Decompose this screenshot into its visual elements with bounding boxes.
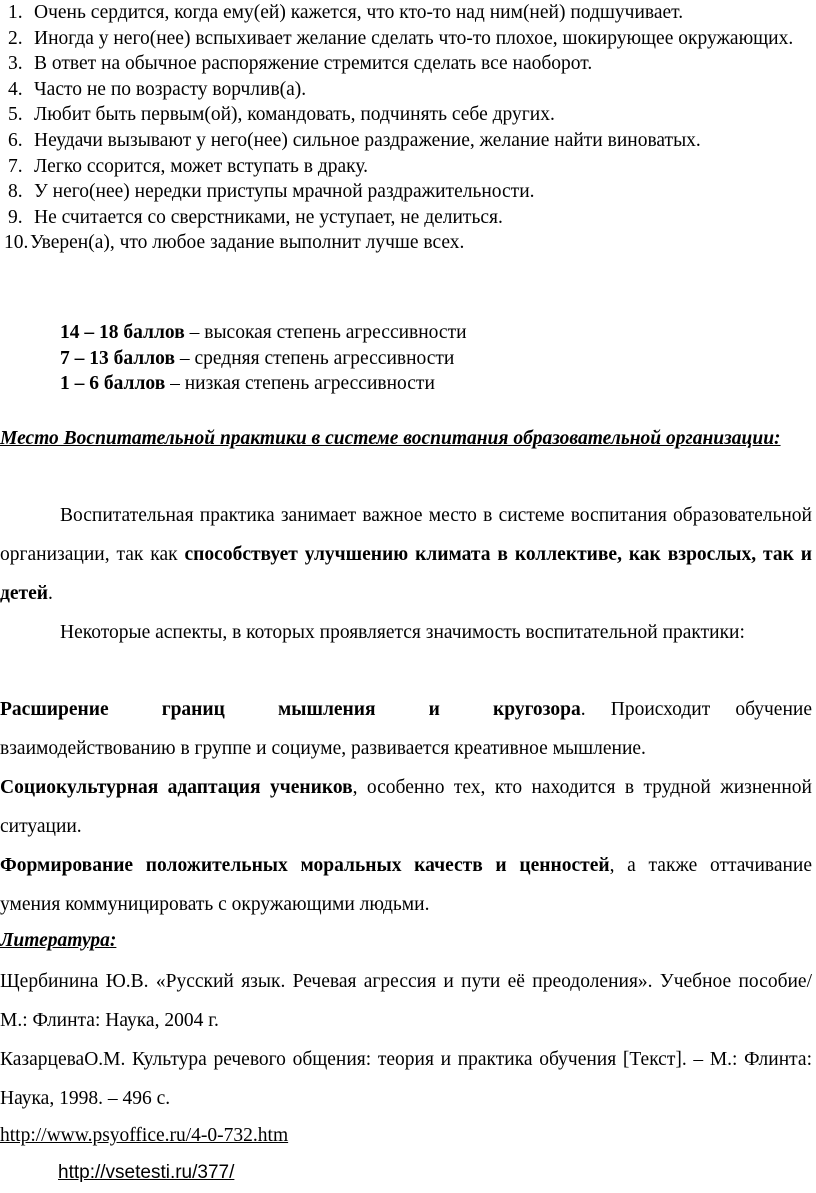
list-item-number: 9. bbox=[8, 206, 23, 228]
reference-link-2[interactable]: http://vsetesti.ru/377/ bbox=[58, 1162, 235, 1183]
list-item bbox=[0, 77, 812, 103]
intro-paragraph bbox=[0, 496, 812, 613]
intro-text: Воспитательная практика занимает важное место в системе воспитания образовательной организации, так как bbox=[0, 505, 812, 565]
list-item bbox=[0, 0, 812, 26]
score-range: 1 – 6 баллов bbox=[60, 373, 166, 394]
list-item bbox=[0, 230, 812, 256]
link-row-1 bbox=[0, 1121, 812, 1151]
list-item bbox=[0, 26, 812, 52]
list-item-number: 6. bbox=[8, 129, 23, 151]
score-description: – средняя степень агрессивности bbox=[174, 347, 455, 369]
aspect-2 bbox=[0, 768, 812, 846]
list-item-number: 10. bbox=[4, 232, 29, 254]
list-item-text: Легко ссорится, может вступать в драку. bbox=[34, 155, 369, 177]
list-item-number: 2. bbox=[8, 27, 23, 49]
list-item-text: Уверен(а), что любое задание выполнит лучше всех. bbox=[30, 232, 465, 254]
questionnaire-list bbox=[0, 0, 812, 256]
literature-heading: Литература: bbox=[0, 930, 117, 951]
score-description: – высокая степень агрессивности bbox=[184, 322, 467, 343]
score-range: 7 – 13 баллов bbox=[60, 347, 175, 369]
link-row-2 bbox=[58, 1158, 658, 1188]
aspect-1-title: Расширение границ мышления и кругозора bbox=[0, 699, 581, 720]
list-item-number: 1. bbox=[8, 2, 23, 23]
intro-end: . bbox=[48, 583, 53, 604]
list-item-number: 3. bbox=[8, 53, 23, 75]
list-item bbox=[0, 179, 812, 205]
list-item-text: Не считается со сверстниками, не уступает, не делиться. bbox=[34, 206, 503, 228]
list-item-number: 5. bbox=[8, 104, 23, 126]
intro-emphasis: способствует улучшению климата в коллективе, как взрослых, так и детей bbox=[0, 544, 813, 604]
aspect-2-title: Социокультурная адаптация учеников bbox=[0, 777, 353, 798]
list-item-number: 7. bbox=[8, 155, 23, 177]
section-heading: Место Воспитательной практики в системе воспитания образовательной организации: bbox=[0, 428, 781, 449]
aspect-3-text: , а также оттачивание умения коммуницировать с окружающими людьми. bbox=[0, 855, 813, 915]
list-item bbox=[0, 154, 812, 180]
list-item bbox=[0, 102, 812, 128]
aspect-3 bbox=[0, 846, 812, 924]
aspect-3-title: Формирование положительных моральных качеств и ценностей bbox=[0, 855, 610, 876]
list-item bbox=[0, 51, 812, 77]
list-item-number: 8. bbox=[8, 181, 23, 203]
score-row-high bbox=[60, 320, 467, 346]
list-item-text: Иногда у него(нее) вспыхивает желание сделать что-то плохое, шокирующее окружающих. bbox=[34, 27, 794, 49]
list-item-text: У него(нее) нередки приступы мрачной раздражительности. bbox=[34, 181, 535, 203]
aspects-intro: Некоторые аспекты, в которых проявляется значимость воспитательной практики: bbox=[60, 622, 745, 643]
score-row-low bbox=[60, 371, 467, 397]
list-item-text: В ответ на обычное распоряжение стремится сделать все наоборот. bbox=[34, 53, 593, 75]
list-item-text: Часто не по возрасту ворчлив(а). bbox=[34, 78, 307, 100]
list-item bbox=[0, 205, 812, 231]
score-row-medium bbox=[60, 346, 467, 372]
score-description: – низкая степень агрессивности bbox=[165, 373, 435, 394]
list-item bbox=[0, 128, 812, 154]
aspect-2-text: , особенно тех, кто находится в трудной жизненной ситуации. bbox=[0, 777, 812, 837]
list-item-text: Очень сердится, когда ему(ей) кажется, что кто-то над ним(ней) подшучивает. bbox=[34, 2, 684, 23]
score-range: 14 – 18 баллов bbox=[60, 322, 185, 343]
list-item-number: 4. bbox=[8, 78, 23, 100]
reference-2: КазарцеваО.М. Культура речевого общения: теория и практика обучения [Текст]. – М.: Флинта: Наука, 1998. – 496 с. bbox=[0, 1049, 812, 1109]
aspect-1 bbox=[0, 690, 812, 768]
score-legend bbox=[60, 320, 467, 397]
list-item-text: Любит быть первым(ой), командовать, подчинять себе других. bbox=[34, 104, 555, 126]
aspect-1-text: . Происходит обучение взаимодействованию в группе и социуме, развивается креативное мышление. bbox=[0, 699, 812, 759]
reference-link-1[interactable]: http://www.psyoffice.ru/4-0-732.htm bbox=[0, 1125, 289, 1146]
list-item-text: Неудачи вызывают у него(нее) сильное раздражение, желание найти виноватых. bbox=[34, 129, 701, 151]
reference-1: Щербинина Ю.В. «Русский язык. Речевая агрессия и пути её преодоления». Учебное пособие/М.: Флинта: Наука, 2004 г. bbox=[0, 971, 812, 1031]
